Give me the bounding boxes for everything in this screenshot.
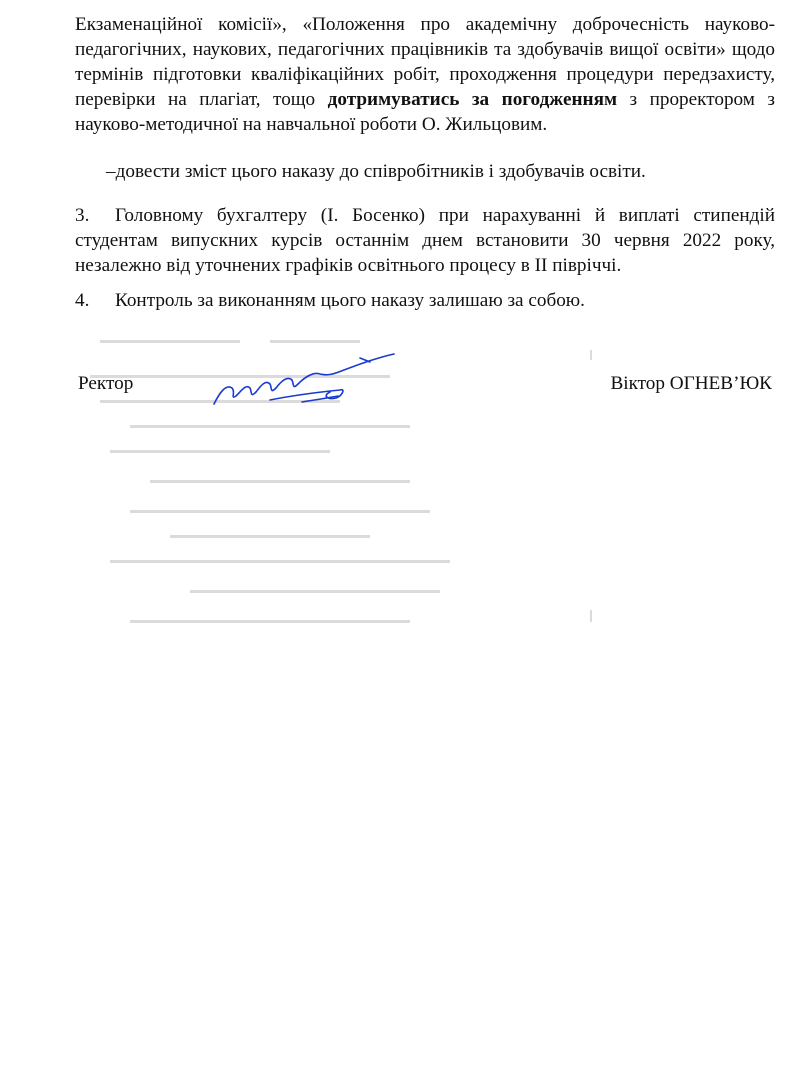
bullet-text: –довести зміст цього наказу до співробітників і здобувачів освіти.: [106, 161, 646, 182]
item-4-paragraph: [75, 288, 775, 313]
intro-text-part1: Екзаменаційної комісії», «Положення про академічну доброчесність науково-педагогічних, наукових, педагогічних працівників та здобувачів вищої освіти» щодо термінів підготовки кваліфікаційних робіт, проходження процедури передзахисту, перевірки на плагіат, тощо: [75, 14, 775, 110]
item-4-number: 4.: [75, 290, 90, 311]
intro-paragraph: [75, 12, 775, 137]
position-title: Ректор: [78, 373, 134, 394]
intro-text-bold: дотримуватись за погодженням: [327, 89, 618, 110]
signer-name: Віктор ОГНЕВ’ЮК: [610, 373, 772, 394]
item-3-number: 3.: [75, 205, 90, 226]
item-3-text: Головному бухгалтеру (І. Босенко) при нарахуванні й виплаті стипендій студентам випускних курсів останнім днем встановити 30 червня 2022 року, незалежно від уточнених графіків освітнього процесу в ІІ півріччі.: [75, 205, 775, 276]
intro-text-part2: з проректором з науково-методичної на навчальної роботи О. Жильцовим.: [75, 89, 776, 135]
bullet-paragraph: [106, 159, 775, 184]
handwritten-signature: [210, 348, 400, 408]
item-4-text: Контроль за виконанням цього наказу залишаю за собою.: [115, 290, 585, 311]
signature-block: [0, 373, 800, 403]
item-3-paragraph: [75, 203, 775, 278]
